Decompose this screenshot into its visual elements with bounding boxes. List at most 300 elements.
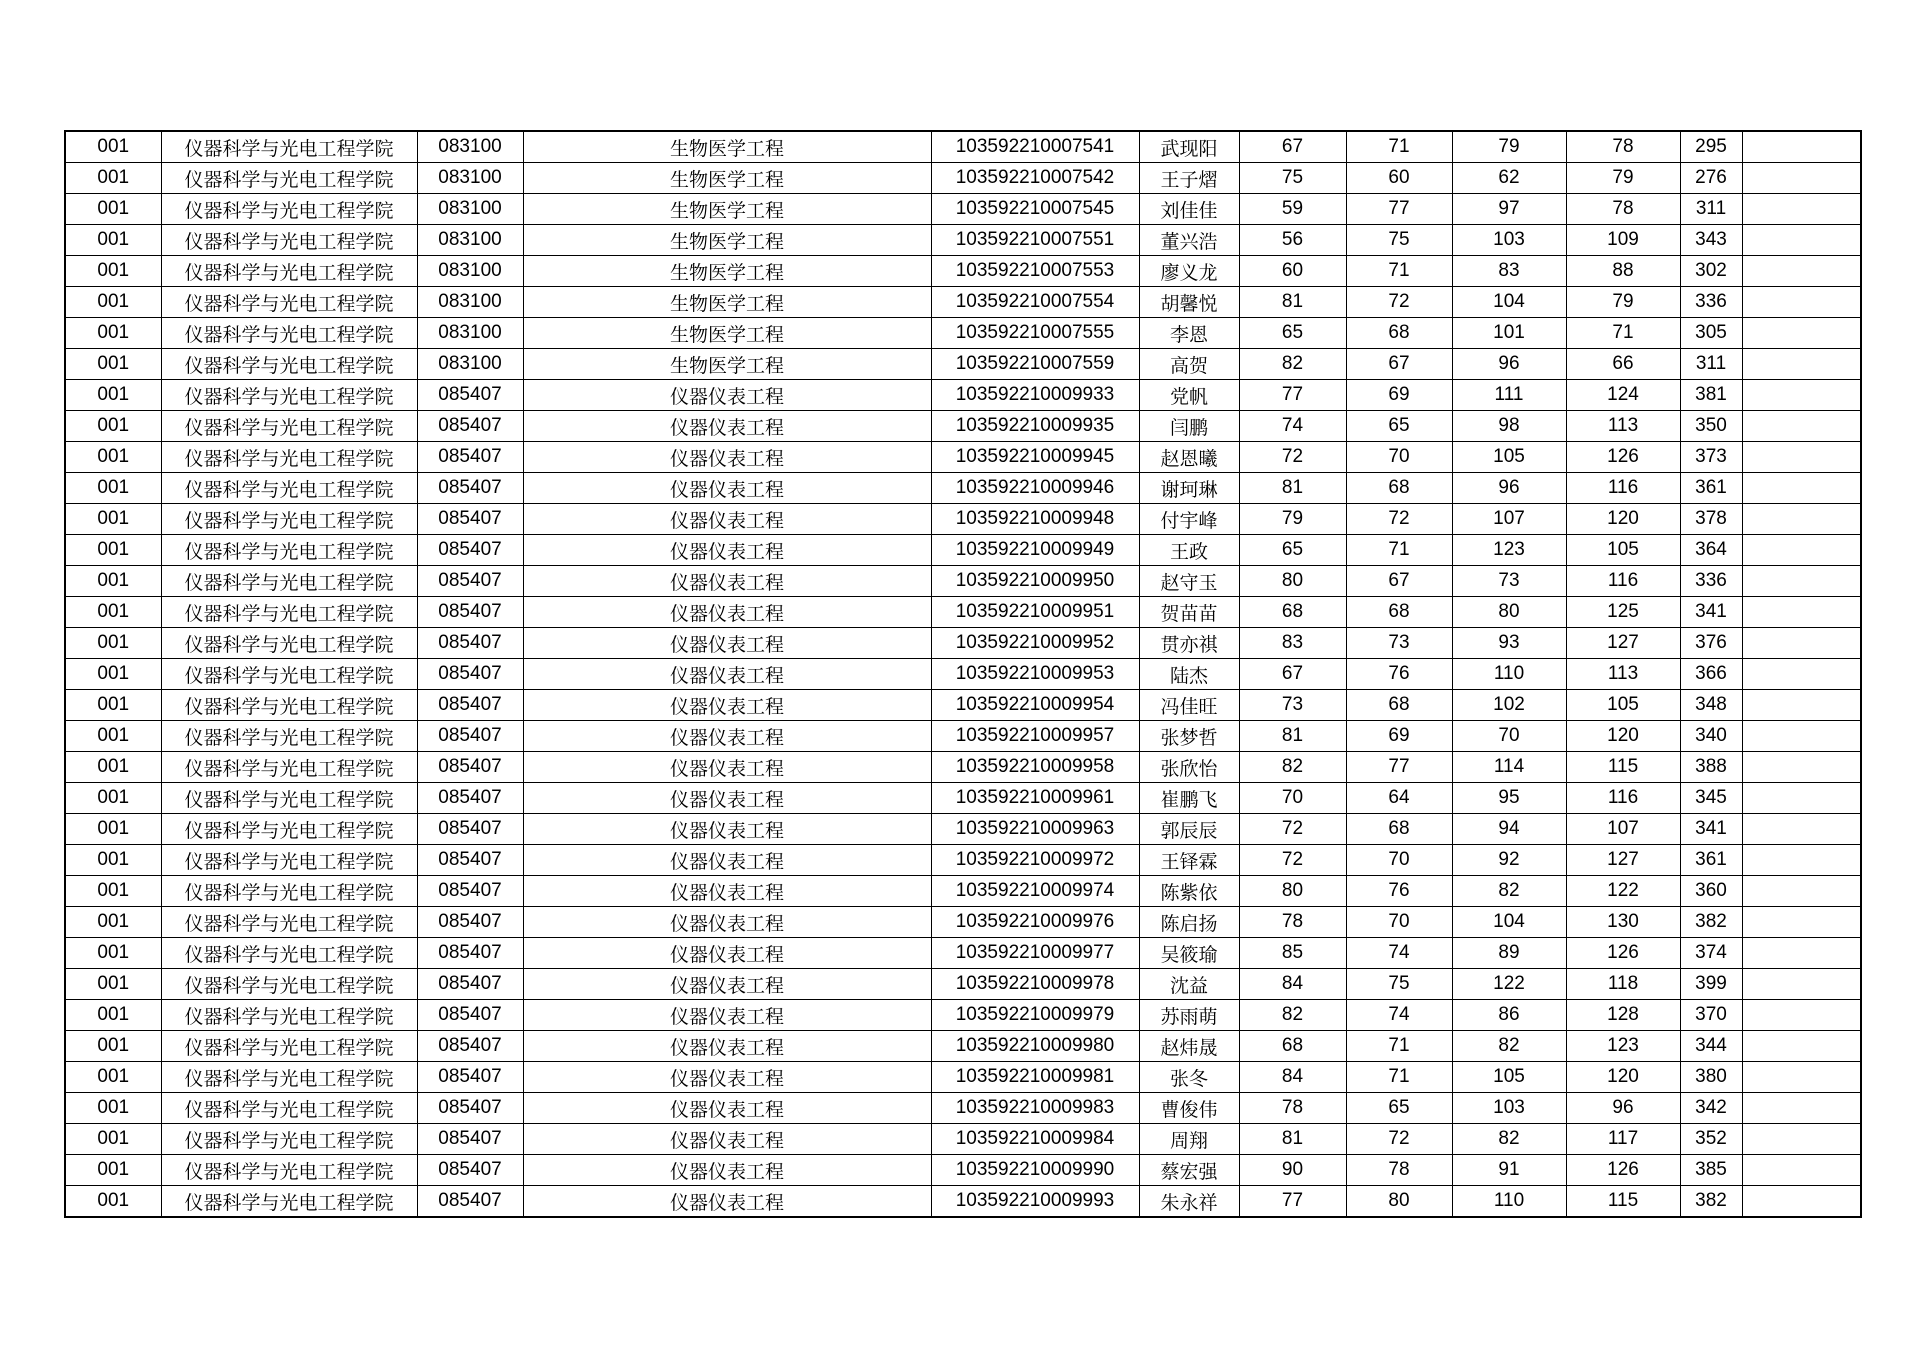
- politics-score-cell: 90: [1239, 1155, 1346, 1186]
- student-name-cell: 刘佳佳: [1139, 194, 1239, 225]
- exam-id-cell: 103592210007553: [931, 256, 1139, 287]
- total-score-cell: 305: [1680, 318, 1742, 349]
- total-score-cell: 340: [1680, 721, 1742, 752]
- exam-id-cell: 103592210009974: [931, 876, 1139, 907]
- subject1-score-cell: 114: [1452, 752, 1566, 783]
- student-name-cell: 郭辰辰: [1139, 814, 1239, 845]
- major-name-cell: 仪器仪表工程: [523, 690, 931, 721]
- exam-id-cell: 103592210007555: [931, 318, 1139, 349]
- table-row: [65, 597, 1861, 628]
- total-score-cell: 311: [1680, 349, 1742, 380]
- english-score-cell: 70: [1346, 907, 1452, 938]
- major-name-cell: 仪器仪表工程: [523, 473, 931, 504]
- remark-cell: [1742, 1155, 1861, 1186]
- total-score-cell: 341: [1680, 814, 1742, 845]
- major-name-cell: 生物医学工程: [523, 318, 931, 349]
- total-score-cell: 385: [1680, 1155, 1742, 1186]
- major-name-cell: 仪器仪表工程: [523, 876, 931, 907]
- remark-cell: [1742, 194, 1861, 225]
- politics-score-cell: 77: [1239, 1186, 1346, 1218]
- college-name-cell: 仪器科学与光电工程学院: [161, 845, 417, 876]
- english-score-cell: 78: [1346, 1155, 1452, 1186]
- major-code-cell: 085407: [417, 380, 523, 411]
- subject2-score-cell: 113: [1566, 411, 1680, 442]
- unit-code-cell: 001: [65, 287, 161, 318]
- table-row: [65, 1031, 1861, 1062]
- total-score-cell: 348: [1680, 690, 1742, 721]
- english-score-cell: 70: [1346, 845, 1452, 876]
- table-row: [65, 628, 1861, 659]
- subject2-score-cell: 116: [1566, 473, 1680, 504]
- subject1-score-cell: 94: [1452, 814, 1566, 845]
- table-row: [65, 690, 1861, 721]
- table-row: [65, 721, 1861, 752]
- college-name-cell: 仪器科学与光电工程学院: [161, 287, 417, 318]
- english-score-cell: 65: [1346, 1093, 1452, 1124]
- politics-score-cell: 81: [1239, 473, 1346, 504]
- student-name-cell: 陈启扬: [1139, 907, 1239, 938]
- table-row: [65, 194, 1861, 225]
- major-name-cell: 仪器仪表工程: [523, 1062, 931, 1093]
- subject1-score-cell: 123: [1452, 535, 1566, 566]
- major-name-cell: 生物医学工程: [523, 225, 931, 256]
- subject2-score-cell: 115: [1566, 752, 1680, 783]
- table-row: [65, 318, 1861, 349]
- remark-cell: [1742, 225, 1861, 256]
- remark-cell: [1742, 442, 1861, 473]
- subject1-score-cell: 110: [1452, 659, 1566, 690]
- total-score-cell: 381: [1680, 380, 1742, 411]
- total-score-cell: 336: [1680, 287, 1742, 318]
- college-name-cell: 仪器科学与光电工程学院: [161, 225, 417, 256]
- english-score-cell: 75: [1346, 225, 1452, 256]
- major-code-cell: 085407: [417, 1124, 523, 1155]
- remark-cell: [1742, 535, 1861, 566]
- politics-score-cell: 84: [1239, 1062, 1346, 1093]
- remark-cell: [1742, 1093, 1861, 1124]
- politics-score-cell: 81: [1239, 721, 1346, 752]
- college-name-cell: 仪器科学与光电工程学院: [161, 349, 417, 380]
- student-name-cell: 李恩: [1139, 318, 1239, 349]
- subject1-score-cell: 86: [1452, 1000, 1566, 1031]
- remark-cell: [1742, 907, 1861, 938]
- major-name-cell: 仪器仪表工程: [523, 721, 931, 752]
- major-name-cell: 仪器仪表工程: [523, 1000, 931, 1031]
- total-score-cell: 364: [1680, 535, 1742, 566]
- exam-id-cell: 103592210009980: [931, 1031, 1139, 1062]
- english-score-cell: 71: [1346, 1062, 1452, 1093]
- subject1-score-cell: 89: [1452, 938, 1566, 969]
- subject1-score-cell: 122: [1452, 969, 1566, 1000]
- student-name-cell: 冯佳旺: [1139, 690, 1239, 721]
- subject2-score-cell: 96: [1566, 1093, 1680, 1124]
- student-name-cell: 赵炜晟: [1139, 1031, 1239, 1062]
- student-name-cell: 吴筱瑜: [1139, 938, 1239, 969]
- exam-id-cell: 103592210007542: [931, 163, 1139, 194]
- college-name-cell: 仪器科学与光电工程学院: [161, 1093, 417, 1124]
- unit-code-cell: 001: [65, 163, 161, 194]
- unit-code-cell: 001: [65, 907, 161, 938]
- table-row: [65, 752, 1861, 783]
- major-code-cell: 085407: [417, 659, 523, 690]
- table-row: [65, 1093, 1861, 1124]
- exam-id-cell: 103592210009949: [931, 535, 1139, 566]
- total-score-cell: 360: [1680, 876, 1742, 907]
- table-row: [65, 473, 1861, 504]
- exam-id-cell: 103592210009933: [931, 380, 1139, 411]
- total-score-cell: 366: [1680, 659, 1742, 690]
- major-name-cell: 仪器仪表工程: [523, 628, 931, 659]
- remark-cell: [1742, 287, 1861, 318]
- exam-id-cell: 103592210007554: [931, 287, 1139, 318]
- student-name-cell: 付宇峰: [1139, 504, 1239, 535]
- politics-score-cell: 75: [1239, 163, 1346, 194]
- major-code-cell: 085407: [417, 1186, 523, 1218]
- table-row: [65, 1155, 1861, 1186]
- remark-cell: [1742, 411, 1861, 442]
- remark-cell: [1742, 1000, 1861, 1031]
- unit-code-cell: 001: [65, 628, 161, 659]
- total-score-cell: 311: [1680, 194, 1742, 225]
- college-name-cell: 仪器科学与光电工程学院: [161, 473, 417, 504]
- subject2-score-cell: 66: [1566, 349, 1680, 380]
- major-code-cell: 085407: [417, 628, 523, 659]
- student-name-cell: 曹俊伟: [1139, 1093, 1239, 1124]
- major-code-cell: 085407: [417, 566, 523, 597]
- remark-cell: [1742, 256, 1861, 287]
- english-score-cell: 74: [1346, 1000, 1452, 1031]
- remark-cell: [1742, 473, 1861, 504]
- unit-code-cell: 001: [65, 814, 161, 845]
- subject1-score-cell: 82: [1452, 876, 1566, 907]
- politics-score-cell: 82: [1239, 1000, 1346, 1031]
- exam-id-cell: 103592210009979: [931, 1000, 1139, 1031]
- table-row: [65, 814, 1861, 845]
- unit-code-cell: 001: [65, 876, 161, 907]
- remark-cell: [1742, 318, 1861, 349]
- college-name-cell: 仪器科学与光电工程学院: [161, 1000, 417, 1031]
- subject2-score-cell: 78: [1566, 131, 1680, 163]
- major-code-cell: 083100: [417, 287, 523, 318]
- unit-code-cell: 001: [65, 504, 161, 535]
- remark-cell: [1742, 504, 1861, 535]
- college-name-cell: 仪器科学与光电工程学院: [161, 969, 417, 1000]
- english-score-cell: 68: [1346, 597, 1452, 628]
- total-score-cell: 342: [1680, 1093, 1742, 1124]
- subject2-score-cell: 105: [1566, 690, 1680, 721]
- subject1-score-cell: 96: [1452, 349, 1566, 380]
- college-name-cell: 仪器科学与光电工程学院: [161, 131, 417, 163]
- major-name-cell: 生物医学工程: [523, 256, 931, 287]
- total-score-cell: 302: [1680, 256, 1742, 287]
- table-row: [65, 504, 1861, 535]
- exam-id-cell: 103592210009977: [931, 938, 1139, 969]
- unit-code-cell: 001: [65, 752, 161, 783]
- subject1-score-cell: 62: [1452, 163, 1566, 194]
- subject2-score-cell: 117: [1566, 1124, 1680, 1155]
- college-name-cell: 仪器科学与光电工程学院: [161, 597, 417, 628]
- table-row: [65, 1186, 1861, 1218]
- english-score-cell: 71: [1346, 535, 1452, 566]
- college-name-cell: 仪器科学与光电工程学院: [161, 380, 417, 411]
- english-score-cell: 74: [1346, 938, 1452, 969]
- exam-id-cell: 103592210009972: [931, 845, 1139, 876]
- student-name-cell: 贺苗苗: [1139, 597, 1239, 628]
- major-name-cell: 仪器仪表工程: [523, 1124, 931, 1155]
- table-row: [65, 845, 1861, 876]
- student-name-cell: 张梦哲: [1139, 721, 1239, 752]
- college-name-cell: 仪器科学与光电工程学院: [161, 659, 417, 690]
- table-row: [65, 1124, 1861, 1155]
- politics-score-cell: 78: [1239, 907, 1346, 938]
- remark-cell: [1742, 1124, 1861, 1155]
- unit-code-cell: 001: [65, 1062, 161, 1093]
- english-score-cell: 76: [1346, 659, 1452, 690]
- exam-id-cell: 103592210009976: [931, 907, 1139, 938]
- english-score-cell: 68: [1346, 318, 1452, 349]
- unit-code-cell: 001: [65, 938, 161, 969]
- major-code-cell: 083100: [417, 256, 523, 287]
- table-body: [65, 131, 1861, 1217]
- politics-score-cell: 78: [1239, 1093, 1346, 1124]
- total-score-cell: 295: [1680, 131, 1742, 163]
- college-name-cell: 仪器科学与光电工程学院: [161, 907, 417, 938]
- table-row: [65, 876, 1861, 907]
- english-score-cell: 71: [1346, 1031, 1452, 1062]
- subject1-score-cell: 107: [1452, 504, 1566, 535]
- major-code-cell: 083100: [417, 194, 523, 225]
- student-name-cell: 张欣怡: [1139, 752, 1239, 783]
- student-name-cell: 胡馨悦: [1139, 287, 1239, 318]
- unit-code-cell: 001: [65, 380, 161, 411]
- total-score-cell: 276: [1680, 163, 1742, 194]
- subject2-score-cell: 79: [1566, 287, 1680, 318]
- english-score-cell: 67: [1346, 349, 1452, 380]
- english-score-cell: 70: [1346, 442, 1452, 473]
- total-score-cell: 344: [1680, 1031, 1742, 1062]
- subject2-score-cell: 115: [1566, 1186, 1680, 1218]
- table-row: [65, 938, 1861, 969]
- subject2-score-cell: 125: [1566, 597, 1680, 628]
- major-name-cell: 仪器仪表工程: [523, 814, 931, 845]
- college-name-cell: 仪器科学与光电工程学院: [161, 1031, 417, 1062]
- subject1-score-cell: 92: [1452, 845, 1566, 876]
- english-score-cell: 80: [1346, 1186, 1452, 1218]
- college-name-cell: 仪器科学与光电工程学院: [161, 628, 417, 659]
- table-row: [65, 131, 1861, 163]
- college-name-cell: 仪器科学与光电工程学院: [161, 1186, 417, 1218]
- college-name-cell: 仪器科学与光电工程学院: [161, 1062, 417, 1093]
- total-score-cell: 370: [1680, 1000, 1742, 1031]
- total-score-cell: 388: [1680, 752, 1742, 783]
- exam-id-cell: 103592210009958: [931, 752, 1139, 783]
- exam-id-cell: 103592210009946: [931, 473, 1139, 504]
- major-code-cell: 085407: [417, 411, 523, 442]
- subject1-score-cell: 103: [1452, 225, 1566, 256]
- major-code-cell: 085407: [417, 504, 523, 535]
- english-score-cell: 64: [1346, 783, 1452, 814]
- college-name-cell: 仪器科学与光电工程学院: [161, 442, 417, 473]
- subject1-score-cell: 103: [1452, 1093, 1566, 1124]
- student-name-cell: 张冬: [1139, 1062, 1239, 1093]
- remark-cell: [1742, 566, 1861, 597]
- student-name-cell: 陈紫依: [1139, 876, 1239, 907]
- table-row: [65, 442, 1861, 473]
- college-name-cell: 仪器科学与光电工程学院: [161, 504, 417, 535]
- exam-id-cell: 103592210009953: [931, 659, 1139, 690]
- remark-cell: [1742, 163, 1861, 194]
- remark-cell: [1742, 597, 1861, 628]
- unit-code-cell: 001: [65, 318, 161, 349]
- student-name-cell: 赵守玉: [1139, 566, 1239, 597]
- exam-id-cell: 103592210009984: [931, 1124, 1139, 1155]
- total-score-cell: 376: [1680, 628, 1742, 659]
- english-score-cell: 69: [1346, 380, 1452, 411]
- politics-score-cell: 74: [1239, 411, 1346, 442]
- exam-id-cell: 103592210009983: [931, 1093, 1139, 1124]
- student-name-cell: 苏雨萌: [1139, 1000, 1239, 1031]
- exam-id-cell: 103592210009952: [931, 628, 1139, 659]
- subject1-score-cell: 70: [1452, 721, 1566, 752]
- subject1-score-cell: 111: [1452, 380, 1566, 411]
- english-score-cell: 77: [1346, 752, 1452, 783]
- exam-id-cell: 103592210009950: [931, 566, 1139, 597]
- remark-cell: [1742, 938, 1861, 969]
- major-code-cell: 085407: [417, 473, 523, 504]
- college-name-cell: 仪器科学与光电工程学院: [161, 752, 417, 783]
- exam-id-cell: 103592210007545: [931, 194, 1139, 225]
- major-name-cell: 仪器仪表工程: [523, 1155, 931, 1186]
- remark-cell: [1742, 349, 1861, 380]
- college-name-cell: 仪器科学与光电工程学院: [161, 194, 417, 225]
- english-score-cell: 67: [1346, 566, 1452, 597]
- exam-id-cell: 103592210009954: [931, 690, 1139, 721]
- exam-id-cell: 103592210009957: [931, 721, 1139, 752]
- remark-cell: [1742, 752, 1861, 783]
- table-row: [65, 566, 1861, 597]
- unit-code-cell: 001: [65, 1093, 161, 1124]
- major-name-cell: 仪器仪表工程: [523, 380, 931, 411]
- politics-score-cell: 73: [1239, 690, 1346, 721]
- college-name-cell: 仪器科学与光电工程学院: [161, 163, 417, 194]
- remark-cell: [1742, 1062, 1861, 1093]
- exam-id-cell: 103592210009951: [931, 597, 1139, 628]
- student-name-cell: 闫鹏: [1139, 411, 1239, 442]
- subject1-score-cell: 104: [1452, 907, 1566, 938]
- college-name-cell: 仪器科学与光电工程学院: [161, 721, 417, 752]
- unit-code-cell: 001: [65, 194, 161, 225]
- table-row: [65, 163, 1861, 194]
- unit-code-cell: 001: [65, 783, 161, 814]
- unit-code-cell: 001: [65, 535, 161, 566]
- unit-code-cell: 001: [65, 1000, 161, 1031]
- unit-code-cell: 001: [65, 256, 161, 287]
- major-name-cell: 仪器仪表工程: [523, 907, 931, 938]
- student-name-cell: 贯亦祺: [1139, 628, 1239, 659]
- politics-score-cell: 80: [1239, 566, 1346, 597]
- unit-code-cell: 001: [65, 597, 161, 628]
- subject2-score-cell: 120: [1566, 1062, 1680, 1093]
- politics-score-cell: 68: [1239, 1031, 1346, 1062]
- english-score-cell: 75: [1346, 969, 1452, 1000]
- subject2-score-cell: 118: [1566, 969, 1680, 1000]
- unit-code-cell: 001: [65, 473, 161, 504]
- subject2-score-cell: 124: [1566, 380, 1680, 411]
- unit-code-cell: 001: [65, 1124, 161, 1155]
- unit-code-cell: 001: [65, 411, 161, 442]
- unit-code-cell: 001: [65, 225, 161, 256]
- unit-code-cell: 001: [65, 1031, 161, 1062]
- politics-score-cell: 85: [1239, 938, 1346, 969]
- major-code-cell: 083100: [417, 349, 523, 380]
- subject2-score-cell: 130: [1566, 907, 1680, 938]
- english-score-cell: 71: [1346, 131, 1452, 163]
- exam-id-cell: 103592210009978: [931, 969, 1139, 1000]
- subject2-score-cell: 126: [1566, 1155, 1680, 1186]
- total-score-cell: 336: [1680, 566, 1742, 597]
- major-code-cell: 085407: [417, 814, 523, 845]
- subject2-score-cell: 120: [1566, 721, 1680, 752]
- table-row: [65, 907, 1861, 938]
- remark-cell: [1742, 628, 1861, 659]
- subject1-score-cell: 82: [1452, 1031, 1566, 1062]
- exam-id-cell: 103592210007541: [931, 131, 1139, 163]
- politics-score-cell: 80: [1239, 876, 1346, 907]
- english-score-cell: 73: [1346, 628, 1452, 659]
- unit-code-cell: 001: [65, 1155, 161, 1186]
- college-name-cell: 仪器科学与光电工程学院: [161, 256, 417, 287]
- english-score-cell: 69: [1346, 721, 1452, 752]
- remark-cell: [1742, 783, 1861, 814]
- student-name-cell: 党帆: [1139, 380, 1239, 411]
- major-code-cell: 085407: [417, 535, 523, 566]
- total-score-cell: 343: [1680, 225, 1742, 256]
- subject1-score-cell: 105: [1452, 442, 1566, 473]
- major-name-cell: 仪器仪表工程: [523, 783, 931, 814]
- major-name-cell: 仪器仪表工程: [523, 659, 931, 690]
- student-name-cell: 崔鹏飞: [1139, 783, 1239, 814]
- subject2-score-cell: 127: [1566, 845, 1680, 876]
- politics-score-cell: 77: [1239, 380, 1346, 411]
- politics-score-cell: 83: [1239, 628, 1346, 659]
- major-name-cell: 仪器仪表工程: [523, 597, 931, 628]
- exam-id-cell: 103592210009948: [931, 504, 1139, 535]
- student-name-cell: 陆杰: [1139, 659, 1239, 690]
- major-code-cell: 083100: [417, 318, 523, 349]
- unit-code-cell: 001: [65, 969, 161, 1000]
- major-name-cell: 仪器仪表工程: [523, 411, 931, 442]
- politics-score-cell: 65: [1239, 535, 1346, 566]
- remark-cell: [1742, 876, 1861, 907]
- subject2-score-cell: 126: [1566, 442, 1680, 473]
- major-name-cell: 仪器仪表工程: [523, 845, 931, 876]
- major-name-cell: 仪器仪表工程: [523, 752, 931, 783]
- english-score-cell: 60: [1346, 163, 1452, 194]
- politics-score-cell: 82: [1239, 752, 1346, 783]
- unit-code-cell: 001: [65, 845, 161, 876]
- english-score-cell: 72: [1346, 1124, 1452, 1155]
- student-name-cell: 王铎霖: [1139, 845, 1239, 876]
- student-name-cell: 董兴浩: [1139, 225, 1239, 256]
- college-name-cell: 仪器科学与光电工程学院: [161, 690, 417, 721]
- total-score-cell: 399: [1680, 969, 1742, 1000]
- student-name-cell: 朱永祥: [1139, 1186, 1239, 1218]
- table-row: [65, 1000, 1861, 1031]
- remark-cell: [1742, 969, 1861, 1000]
- major-code-cell: 085407: [417, 442, 523, 473]
- table-row: [65, 380, 1861, 411]
- subject2-score-cell: 71: [1566, 318, 1680, 349]
